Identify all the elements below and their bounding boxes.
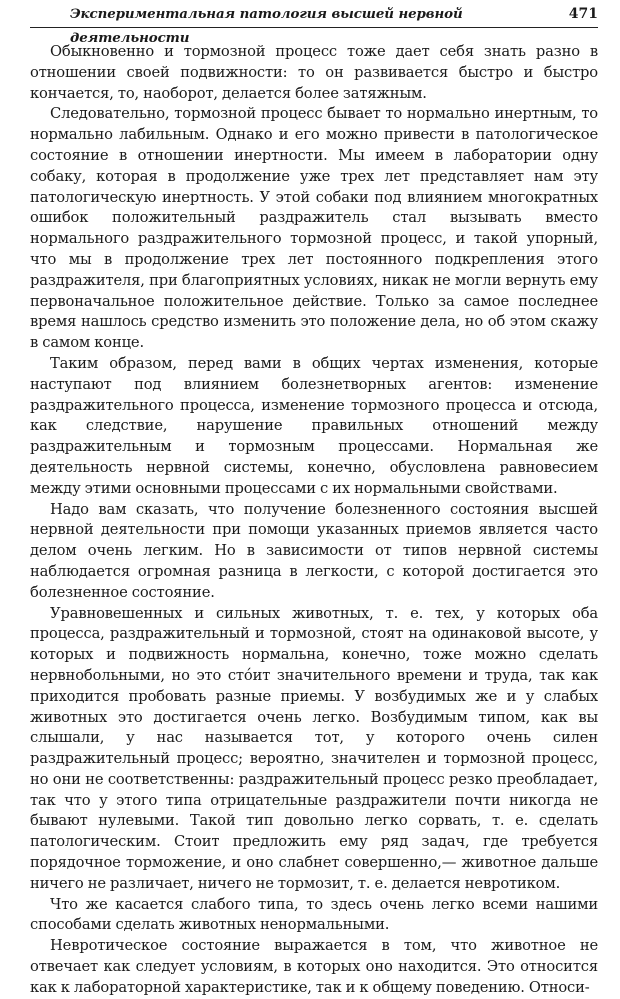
body-text <box>30 42 598 999</box>
paragraph: Обыкновенно и тормозной процесс тоже дает себя знать разно в отношении своей подвижности: то он развивается быстро и быстро кончается, то, наоборот, делается более затяжным. <box>30 43 598 102</box>
paragraph: Невротическое состояние выражается в том, что животное не отвечает как следует условиям, в которых оно находится. Это относится как к лабораторной характеристике, так и к общему поведению. Относи- <box>30 937 598 996</box>
paragraph: Следовательно, тормозной процесс бывает то нормально инертным, то нормально лабильным. Однако и его можно привести в патологическое состояние в отношении инертности. Мы имеем в лаборатории одну собаку, которая в продолжение уже трех лет представляет нам эту патологическую инертность. У этой собаки под влиянием многократных ошибок положительный раздражитель стал вызывать вместо нормального раздражительного тормозной процесс, и такой упорный, что мы в продолжение трех лет постоянного подкрепления этого раздражителя, при благоприятных условиях, никак не могли вернуть ему первоначальное положительное действие. Только за самое последнее время нашлось средство изменить это положение дела, но об этом скажу в самом конце. <box>30 105 598 352</box>
running-head <box>30 2 598 46</box>
paragraph: Надо вам сказать, что получение болезненного состояния высшей нервной деятельности при помощи указанных приемов является часто делом очень легким. Но в зависимости от типов нервной системы наблюдается огромная разница в легкости, с которой достигается это болезненное состояние. <box>30 500 598 601</box>
page-number: 471 <box>568 6 598 22</box>
paragraph: Уравновешенных и сильных животных, т. е. тех, у которых оба процесса, раздражительный и тормозной, стоят на одинаковой высоте, у которых и подвижность нормальна, конечно, тоже можно сделать нервнобольными, но это стóит значительного времени и труда, так как приходится пробовать разные приемы. У возбудимых же и у слабых животных это достигается очень легко. Возбудимым типом, как вы слышали, у нас называется тот, у которого очень силен раздражительный процесс; вероятно, значителен и тормозной процесс, но они не соответственны: раздражительный процесс резко преобладает, так что у этого типа отрицательные раздражители почти никогда не бывают нулевыми. Такой тип довольно легко сорвать, т. е. сделать патологическим. Стоит предложить ему ряд задач, где требуется порядочное торможение, и оно слабнет совершенно,— животное дальше ничего не различает, ничего не тормозит, т. е. делается невротиком. <box>30 604 598 892</box>
paragraph: Таким образом, перед вами в общих чертах изменения, которые наступают под влиянием болезнетворных агентов: изменение раздражительного процесса, изменение тормозного процесса и отсюда, как следствие, нарушение правильных отношений между раздражительным и тормозным процессами. Нормальная же деятельность нервной системы, конечно, обусловлена равновесием между этими основными процессами с их нормальными свойствами. <box>30 354 598 497</box>
paragraph: Что же касается слабого типа, то здесь очень легко всеми нашими способами сделать животных ненормальными. <box>30 895 598 934</box>
running-title: Экспериментальная патология высшей нервной деятельности <box>70 6 463 46</box>
